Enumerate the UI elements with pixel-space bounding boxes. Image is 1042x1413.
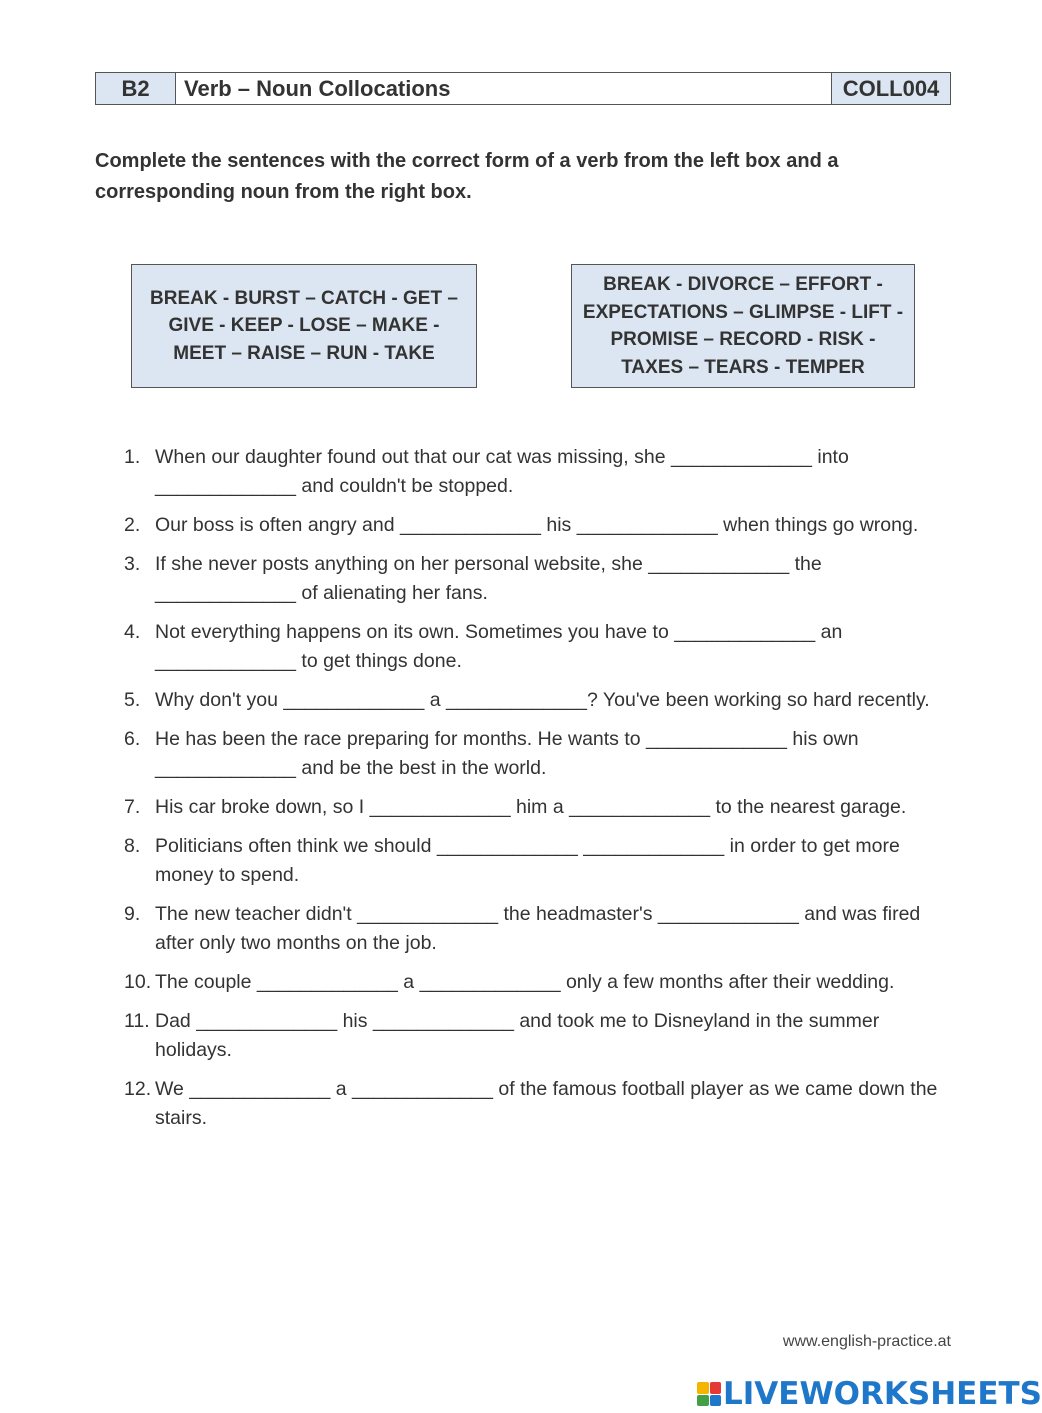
question-item xyxy=(124,793,954,822)
question-item xyxy=(124,1075,954,1133)
question-text: When our daughter found out that our cat was missing, she _____________ into _____________ and couldn't be stopped. xyxy=(155,446,849,497)
site-url[interactable]: www.english-practice.at xyxy=(782,1333,951,1350)
level-badge: B2 xyxy=(96,73,176,104)
logo-text: LIVEWORKSHEETS xyxy=(723,1376,1042,1412)
question-number: 5. xyxy=(124,689,141,711)
worksheet-title: Verb – Noun Collocations xyxy=(176,73,832,104)
question-list xyxy=(124,443,954,1143)
question-number: 3. xyxy=(124,553,141,575)
noun-box xyxy=(571,264,915,388)
question-text: Dad _____________ his _____________ and took me to Disneyland in the summer holidays. xyxy=(155,1010,880,1061)
question-number: 8. xyxy=(124,835,141,857)
instructions: Complete the sentences with the correct form of a verb from the left box and a corresponding noun from the right box. xyxy=(95,150,839,203)
question-item xyxy=(124,618,954,676)
question-text: His car broke down, so I _____________ him a _____________ to the nearest garage. xyxy=(155,796,907,818)
question-item xyxy=(124,832,954,890)
question-text: Not everything happens on its own. Sometimes you have to _____________ an _____________ to get things done. xyxy=(155,621,843,672)
question-number: 10. xyxy=(124,971,152,993)
question-item xyxy=(124,686,954,715)
question-text: If she never posts anything on her personal website, she _____________ the _____________ of alienating her fans. xyxy=(155,553,822,604)
question-item xyxy=(124,511,954,540)
verb-box xyxy=(131,264,477,388)
liveworksheets-logo[interactable] xyxy=(697,1376,1042,1412)
question-text: The couple _____________ a _____________ only a few months after their wedding. xyxy=(155,971,895,993)
question-item xyxy=(124,1007,954,1065)
question-text: The new teacher didn't _____________ the headmaster's _____________ and was fired after only two months on the job. xyxy=(155,903,921,954)
question-number: 2. xyxy=(124,514,141,536)
question-number: 11. xyxy=(124,1010,150,1032)
question-number: 12. xyxy=(124,1078,152,1100)
noun-list: BREAK - DIVORCE – EFFORT - EXPECTATIONS – GLIMPSE - LIFT - PROMISE – RECORD - RISK - TAXES – TEARS - TEMPER xyxy=(582,274,904,378)
question-number: 7. xyxy=(124,796,141,818)
question-number: 6. xyxy=(124,728,141,750)
worksheet-header xyxy=(95,72,951,105)
question-text: We _____________ a _____________ of the famous football player as we came down the stairs. xyxy=(155,1078,938,1129)
question-item xyxy=(124,550,954,608)
question-item xyxy=(124,968,954,997)
question-item xyxy=(124,443,954,501)
question-item xyxy=(124,725,954,783)
question-text: Our boss is often angry and _____________ his _____________ when things go wrong. xyxy=(155,514,919,536)
question-text: He has been the race preparing for months. He wants to _____________ his own _____________ and be the best in the world. xyxy=(155,728,859,779)
worksheet-code: COLL004 xyxy=(832,73,950,104)
verb-list: BREAK - BURST – CATCH - GET – GIVE - KEEP - LOSE – MAKE - MEET – RAISE – RUN - TAKE xyxy=(150,287,458,364)
question-number: 4. xyxy=(124,621,141,643)
question-number: 9. xyxy=(124,903,141,925)
logo-blocks-icon xyxy=(697,1382,721,1406)
question-text: Why don't you _____________ a _____________? You've been working so hard recently. xyxy=(155,689,930,711)
question-item xyxy=(124,900,954,958)
question-number: 1. xyxy=(124,446,141,468)
question-text: Politicians often think we should _____________ _____________ in order to get more money to spend. xyxy=(155,835,900,886)
